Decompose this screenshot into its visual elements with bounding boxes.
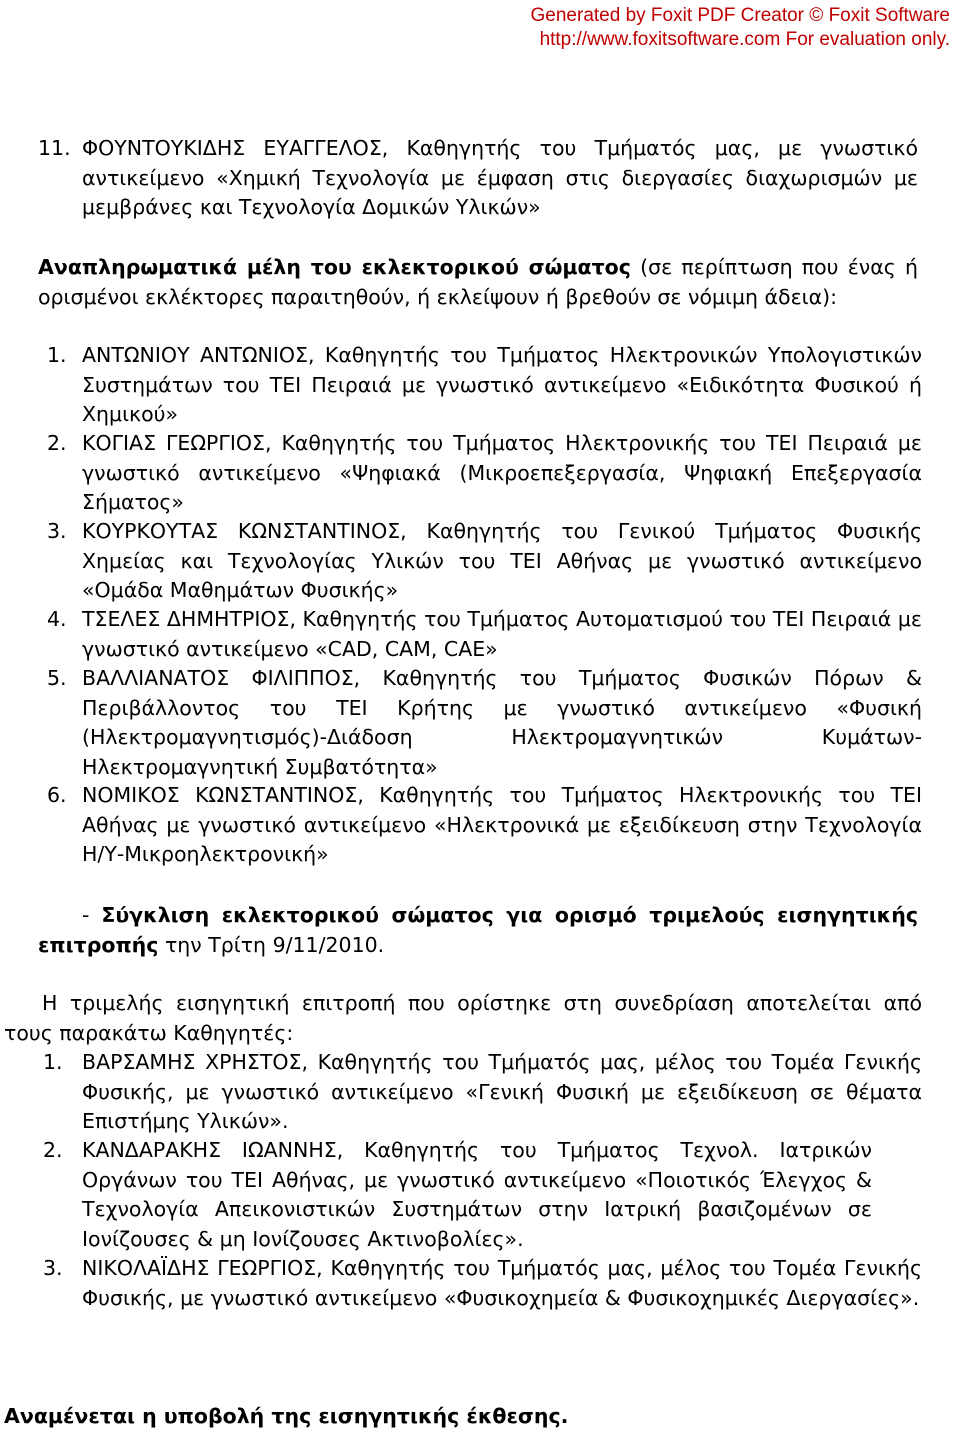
list-item: ΤΣΕΛΕΣ ΔΗΜΗΤΡΙΟΣ, Καθηγητής του Τμήματος Αυτοματισμού του ΤΕΙ Πειραιά με γνωστικό αντικείμενο «CAD, CAM, CAE» [82, 607, 922, 661]
committee-intro: Η τριμελής εισηγητική επιτροπή που ορίστηκε στη συνεδρίαση αποτελείται από τους παρακάτω Καθηγητές: [4, 991, 922, 1045]
list-item-number: 2. [47, 431, 67, 455]
watermark-line-2: http://www.foxitsoftware.com For evaluation only. [539, 29, 950, 50]
list-item-number: 4. [47, 607, 67, 631]
alternates-heading-rest: (σε περίπτωση που ένας ή ορισμένοι εκλέκτορες παραιτηθούν, ή εκλείψουν ή βρεθούν σε νόμιμη άδεια): [38, 255, 918, 309]
list-item-number: 1. [47, 343, 67, 367]
list-item: ΒΑΛΛΙΑΝΑΤΟΣ ΦΙΛΙΠΠΟΣ, Καθηγητής του Τμήματος Φυσικών Πόρων & Περιβάλλοντος του ΤΕΙ Κρήτης με γνωστικό αντικείμενο «Φυσική (Ηλεκτρομαγνητισμός)-Διάδοση Ηλεκτρομαγνητικών Κυμάτων-Ηλεκτρομαγνητική Συμβατότητα» [82, 666, 922, 779]
list-item-number: 1. [43, 1050, 63, 1074]
convocation-paragraph [38, 901, 918, 960]
closing-statement: Αναμένεται η υποβολή της εισηγητικής έκθεσης. [4, 1404, 569, 1428]
list-item: ΑΝΤΩΝΙΟΥ ΑΝΤΩΝΙΟΣ, Καθηγητής του Τμήματος Ηλεκτρονικών Υπολογιστικών Συστημάτων του ΤΕΙ Πειραιά με γνωστικό αντικείμενο «Ειδικότητα Φυσικού ή Χημικού» [82, 343, 922, 427]
alternates-heading-bold: Αναπληρωματικά μέλη του εκλεκτορικού σώματος [38, 255, 631, 279]
list-item: ΚΟΥΡΚΟΥΤΑΣ ΚΩΝΣΤΑΝΤΙΝΟΣ, Καθηγητής του Γενικού Τμήματος Φυσικής Χημείας και Τεχνολογίας Υλικών του ΤΕΙ Αθήνας με γνωστικό αντικείμενο «Ομάδα Μαθημάτων Φυσικής» [82, 519, 922, 603]
list-item: ΚΟΓΙΑΣ ΓΕΩΡΓΙΟΣ, Καθηγητής του Τμήματος Ηλεκτρονικής του ΤΕΙ Πειραιά με γνωστικό αντικείμενο «Ψηφιακά (Μικροεπεξεργασία, Ψηφιακή Επεξεργασία Σήματος» [82, 431, 922, 515]
list-item: ΒΑΡΣΑΜΗΣ ΧΡΗΣΤΟΣ, Καθηγητής του Τμήματός μας, μέλος του Τομέα Γενικής Φυσικής, με γνωστικό αντικείμενο «Γενική Φυσική με εξειδίκευση σε θέματα Επιστήμης Υλικών». [82, 1050, 922, 1134]
alternates-heading [38, 253, 918, 312]
convocation-rest: την Τρίτη 9/11/2010. [158, 932, 385, 957]
item-number: 11. [38, 136, 71, 160]
convocation-dash: - [82, 903, 102, 927]
foxit-watermark [531, 4, 950, 52]
watermark-line-1: Generated by Foxit PDF Creator © Foxit Software [530, 5, 950, 26]
convocation-bold: Σύγκλιση εκλεκτορικού σώματος για ορισμό τριμελούς εισηγητικής επιτροπής [38, 903, 918, 957]
list-item: ΝΙΚΟΛΑΪΔΗΣ ΓΕΩΡΓΙΟΣ, Καθηγητής του Τμήματός μας, μέλος του Τομέα Γενικής Φυσικής, με γνωστικό αντικείμενο «Φυσικοχημεία & Φυσικοχημικές Διεργασίες». [82, 1256, 922, 1310]
list-item-number: 3. [47, 519, 67, 543]
list-item-number: 3. [43, 1256, 63, 1280]
list-item: ΚΑΝΔΑΡΑΚΗΣ ΙΩΑΝΝΗΣ, Καθηγητής του Τμήματος Τεχνολ. Ιατρικών Οργάνων του ΤΕΙ Αθήνας, με γνωστικό αντικείμενο «Ποιοτικός Έλεγχος & Τεχνολογία Απεικονιστικών Συστημάτων στην Ιατρική βασιζομένων σε Ιονίζουσες & μη Ιονίζουσες Ακτινοβολίες». [82, 1138, 872, 1251]
item-11-text: ΦΟΥΝΤΟΥΚΙΔΗΣ ΕΥΑΓΓΕΛΟΣ, Καθηγητής του Τμήματός μας, με γνωστικό αντικείμενο «Χημική Τεχνολογία με έμφαση στις διεργασίες διαχωρισμών με μεμβράνες και Τεχνολογία Δομικών Υλικών» [82, 136, 918, 220]
list-item: ΝΟΜΙΚΟΣ ΚΩΝΣΤΑΝΤΙΝΟΣ, Καθηγητής του Τμήματος Ηλεκτρονικής του ΤΕΙ Αθήνας με γνωστικό αντικείμενο «Ηλεκτρονικά με εξειδίκευση στην Τεχνολογία Η/Υ-Μικροηλεκτρονική» [82, 783, 922, 867]
list-item-number: 6. [47, 783, 67, 807]
list-item-number: 2. [43, 1138, 63, 1162]
list-item-number: 5. [47, 666, 67, 690]
